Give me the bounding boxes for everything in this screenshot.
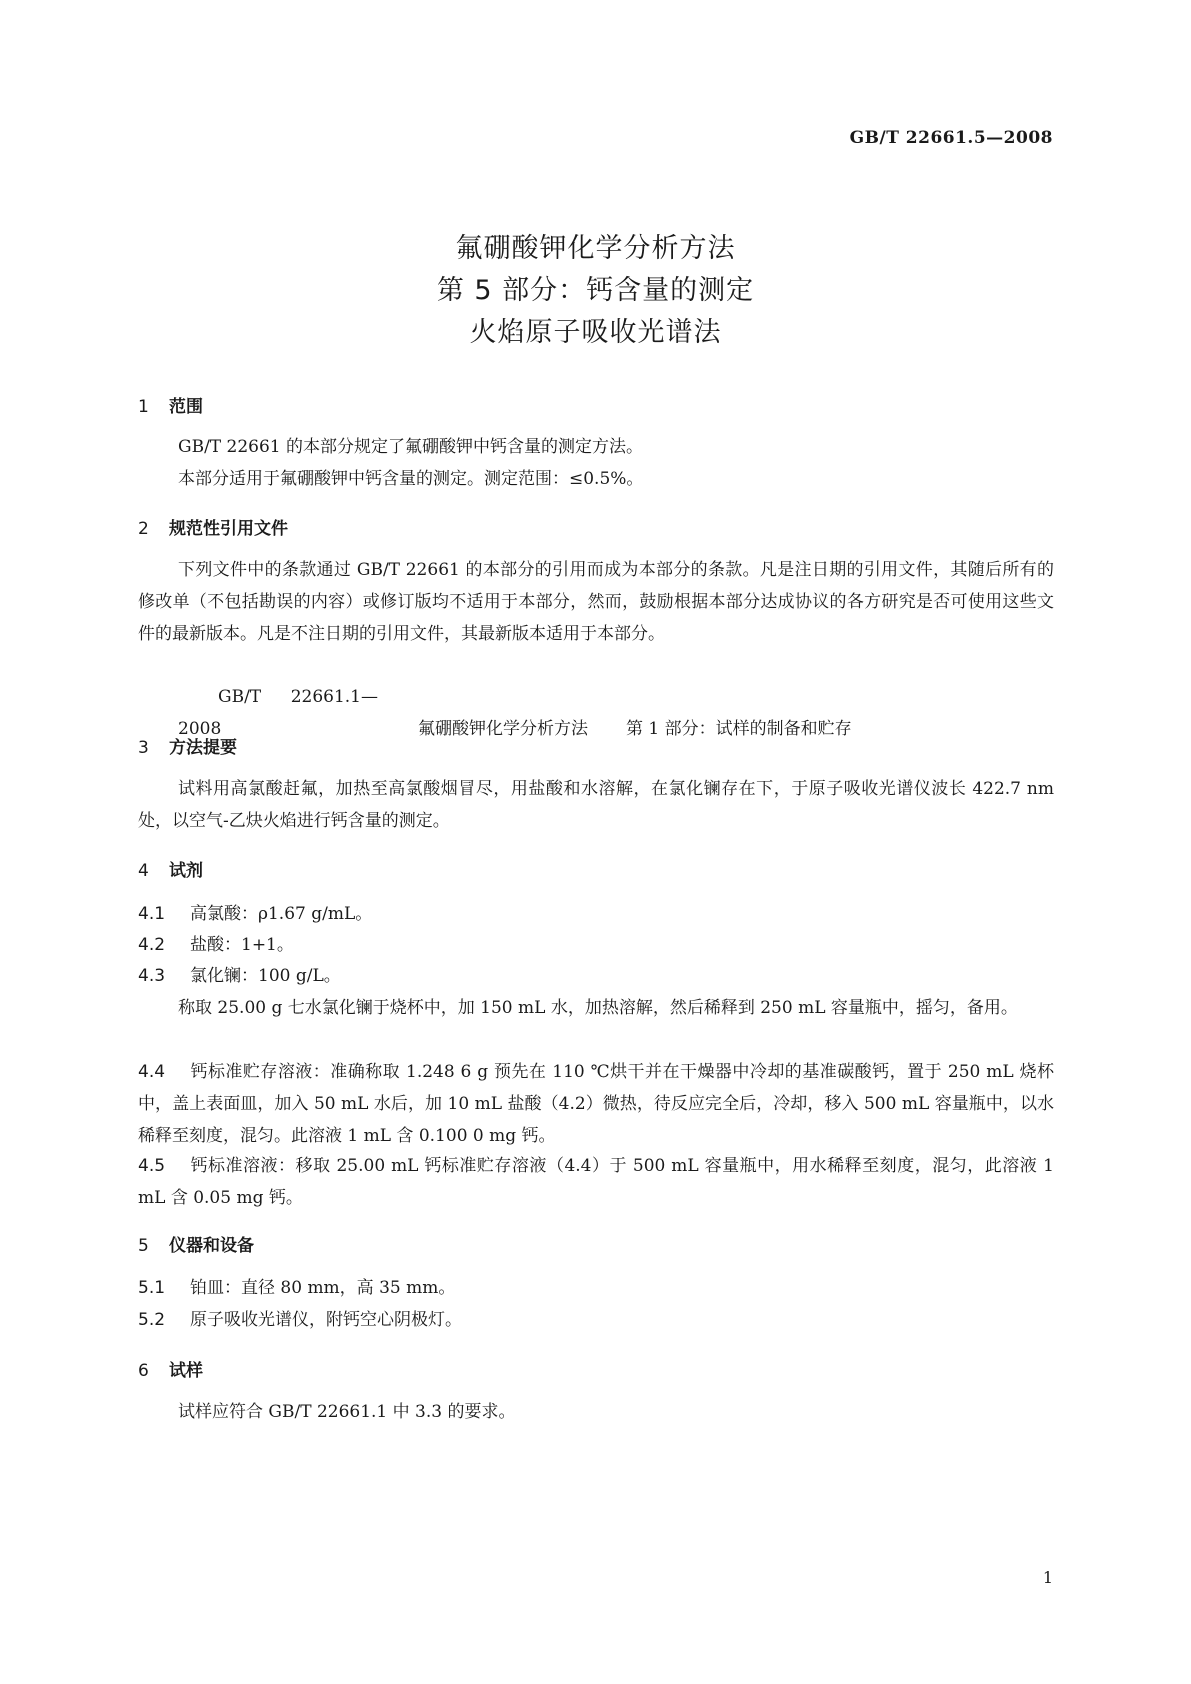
clause-number: 5.1 xyxy=(138,1278,166,1298)
section-6-paragraph-1: 试样应符合 GB/T 22661.1 中 3.3 的要求。 xyxy=(178,1402,516,1422)
section-4-heading xyxy=(138,856,203,881)
section-2-heading xyxy=(138,514,288,539)
section-title: 仪器和设备 xyxy=(169,1236,254,1256)
section-title: 试样 xyxy=(169,1361,203,1381)
section-number: 2 xyxy=(138,519,149,539)
clause-text: 高氯酸：ρ1.67 g/mL。 xyxy=(190,904,373,924)
clause-4-3 xyxy=(138,960,1054,992)
clause-number: 4.5 xyxy=(138,1156,166,1176)
section-3-heading xyxy=(138,733,237,758)
section-1-paragraph-2: 本部分适用于氟硼酸钾中钙含量的测定。测定范围：≤0.5%。 xyxy=(178,469,644,489)
clause-text: 氯化镧：100 g/L。 xyxy=(190,966,341,986)
document-title xyxy=(0,228,1191,354)
reference-code: GB/T 22661.1—2008 xyxy=(178,687,378,739)
title-line-1: 氟硼酸钾化学分析方法 xyxy=(455,233,736,264)
clause-text: 盐酸：1+1。 xyxy=(190,935,294,955)
normative-reference xyxy=(138,681,1054,745)
section-title: 方法提要 xyxy=(169,738,237,758)
clause-5-2 xyxy=(138,1304,1054,1336)
title-line-2: 第 5 部分：钙含量的测定 xyxy=(436,275,755,306)
section-title: 规范性引用文件 xyxy=(169,519,288,539)
clause-4-1 xyxy=(138,898,1054,930)
reference-title-2: 第 1 部分：试样的制备和贮存 xyxy=(626,719,852,739)
section-1-heading xyxy=(138,392,203,417)
clause-number: 4.1 xyxy=(138,904,166,924)
clause-5-1 xyxy=(138,1272,1054,1304)
clause-4-2 xyxy=(138,929,1054,961)
section-3-paragraph-1: 试料用高氯酸赶氟，加热至高氯酸烟冒尽，用盐酸和水溶解，在氯化镧存在下，于原子吸收光谱仪波长 422.7 nm 处，以空气-乙炔火焰进行钙含量的测定。 xyxy=(138,779,1054,831)
section-number: 4 xyxy=(138,861,149,881)
clause-4-3-paragraph: 称取 25.00 g 七水氯化镧于烧杯中，加 150 mL 水，加热溶解，然后稀释到 250 mL 容量瓶中，摇匀，备用。 xyxy=(178,998,1018,1018)
clause-text: 钙标准溶液：移取 25.00 mL 钙标准贮存溶液（4.4）于 500 mL 容量瓶中，用水稀释至刻度，混匀，此溶液 1 mL 含 0.05 mg 钙。 xyxy=(138,1156,1054,1208)
clause-number: 5.2 xyxy=(138,1310,166,1330)
clause-4-4 xyxy=(138,1056,1054,1152)
clause-text: 钙标准贮存溶液：准确称取 1.248 6 g 预先在 110 ℃烘干并在干燥器中冷却的基准碳酸钙，置于 250 mL 烧杯中，盖上表面皿，加入 50 mL 水后，加 10 mL 盐酸（4.2）微热，待反应完全后，冷却，移入 500 mL 容量瓶中，以水稀释至刻度，混匀。此溶液 1 mL 含 0.100 0 mg 钙。 xyxy=(138,1062,1054,1146)
section-number: 1 xyxy=(138,397,149,417)
section-1-paragraph-1: GB/T 22661 的本部分规定了氟硼酸钾中钙含量的测定方法。 xyxy=(178,437,644,457)
section-title: 范围 xyxy=(169,397,203,417)
section-title: 试剂 xyxy=(169,861,203,881)
clause-number: 4.4 xyxy=(138,1062,166,1082)
section-number: 3 xyxy=(138,738,149,758)
section-number: 5 xyxy=(138,1236,149,1256)
section-2-paragraph-1: 下列文件中的条款通过 GB/T 22661 的本部分的引用而成为本部分的条款。凡是注日期的引用文件，其随后所有的修改单（不包括勘误的内容）或修订版均不适用于本部分，然而，鼓励根据本部分达成协议的各方研究是否可使用这些文件的最新版本。凡是不注日期的引用文件，其最新版本适用于本部分。 xyxy=(138,560,1054,644)
clause-text: 原子吸收光谱仪，附钙空心阴极灯。 xyxy=(190,1310,462,1330)
clause-number: 4.2 xyxy=(138,935,166,955)
section-6-heading xyxy=(138,1356,203,1381)
title-line-3: 火焰原子吸收光谱法 xyxy=(469,317,722,348)
clause-text: 铂皿：直径 80 mm，高 35 mm。 xyxy=(190,1278,456,1298)
standard-code: GB/T 22661.5—2008 xyxy=(849,128,1053,148)
clause-number: 4.3 xyxy=(138,966,166,986)
clause-4-5 xyxy=(138,1150,1054,1214)
reference-title-1: 氟硼酸钾化学分析方法 xyxy=(418,719,588,739)
section-5-heading xyxy=(138,1231,254,1256)
section-number: 6 xyxy=(138,1361,149,1381)
page-number: 1 xyxy=(1042,1568,1053,1587)
